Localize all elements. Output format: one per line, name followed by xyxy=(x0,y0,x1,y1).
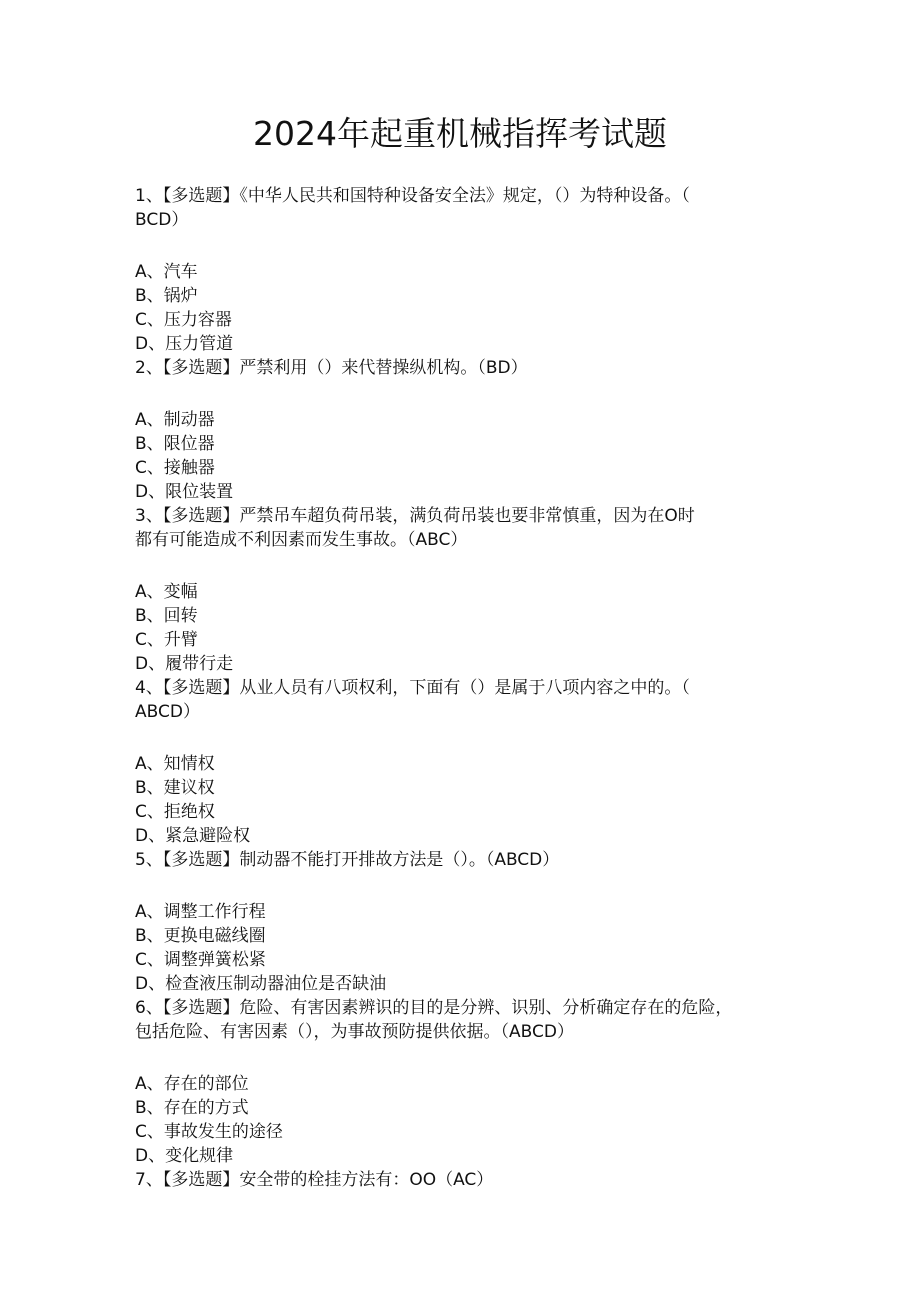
option-a: A、存在的部位 xyxy=(135,1074,249,1094)
question-1 xyxy=(135,184,795,356)
option-a: A、知情权 xyxy=(135,754,215,774)
question-5 xyxy=(135,848,795,996)
option-a: A、汽车 xyxy=(135,262,198,282)
option-c: C、接触器 xyxy=(135,458,215,478)
question-text-line: 都有可能造成不利因素而发生事故。（ABC） xyxy=(135,530,468,550)
option-b: B、存在的方式 xyxy=(135,1098,249,1118)
question-text-line: 4、【多选题】从业人员有八项权利，下面有（）是属于八项内容之中的。（ xyxy=(135,678,690,698)
spacer xyxy=(135,552,795,580)
option-b: B、回转 xyxy=(135,606,198,626)
question-text-line: ABCD） xyxy=(135,702,200,722)
option-c: C、调整弹簧松紧 xyxy=(135,950,266,970)
question-4 xyxy=(135,676,795,848)
option-d: D、履带行走 xyxy=(135,654,234,674)
question-text-line: 6、【多选题】危险、有害因素辨识的目的是分辨、识别、分析确定存在的危险， xyxy=(135,998,733,1018)
spacer xyxy=(135,380,795,408)
spacer xyxy=(135,1044,795,1072)
option-c: C、升臂 xyxy=(135,630,198,650)
option-c: C、事故发生的途径 xyxy=(135,1122,283,1142)
question-2 xyxy=(135,356,795,504)
question-6 xyxy=(135,996,795,1168)
option-a: A、调整工作行程 xyxy=(135,902,266,922)
option-b: B、更换电磁线圈 xyxy=(135,926,266,946)
option-d: D、检查液压制动器油位是否缺油 xyxy=(135,974,387,994)
question-list xyxy=(135,184,795,1192)
question-3 xyxy=(135,504,795,676)
question-text-line: 5、【多选题】制动器不能打开排故方法是（）。（ABCD） xyxy=(135,850,560,870)
option-b: B、锅炉 xyxy=(135,286,198,306)
option-d: D、紧急避险权 xyxy=(135,826,251,846)
option-b: B、限位器 xyxy=(135,434,215,454)
spacer xyxy=(135,724,795,752)
option-d: D、限位装置 xyxy=(135,482,234,502)
option-a: A、制动器 xyxy=(135,410,215,430)
option-c: C、压力容器 xyxy=(135,310,232,330)
question-text-line: 1、【多选题】《中华人民共和国特种设备安全法》规定，（）为特种设备。（ xyxy=(135,186,690,206)
option-a: A、变幅 xyxy=(135,582,198,602)
spacer xyxy=(135,872,795,900)
option-d: D、变化规律 xyxy=(135,1146,234,1166)
document-title: 2024年起重机械指挥考试题 xyxy=(253,114,667,153)
question-text-line: BCD） xyxy=(135,210,189,230)
option-d: D、压力管道 xyxy=(135,334,234,354)
question-text-line: 包括危险、有害因素（），为事故预防提供依据。（ABCD） xyxy=(135,1022,574,1042)
spacer xyxy=(135,232,795,260)
option-c: C、拒绝权 xyxy=(135,802,215,822)
question-text-line: 2、【多选题】严禁利用（）来代替操纵机构。（BD） xyxy=(135,358,528,378)
question-7 xyxy=(135,1168,795,1192)
option-b: B、建议权 xyxy=(135,778,215,798)
question-text-line: 7、【多选题】安全带的栓挂方法有：OO（AC） xyxy=(135,1170,494,1190)
question-text-line: 3、【多选题】严禁吊车超负荷吊装，满负荷吊装也要非常慎重，因为在O时 xyxy=(135,506,695,526)
